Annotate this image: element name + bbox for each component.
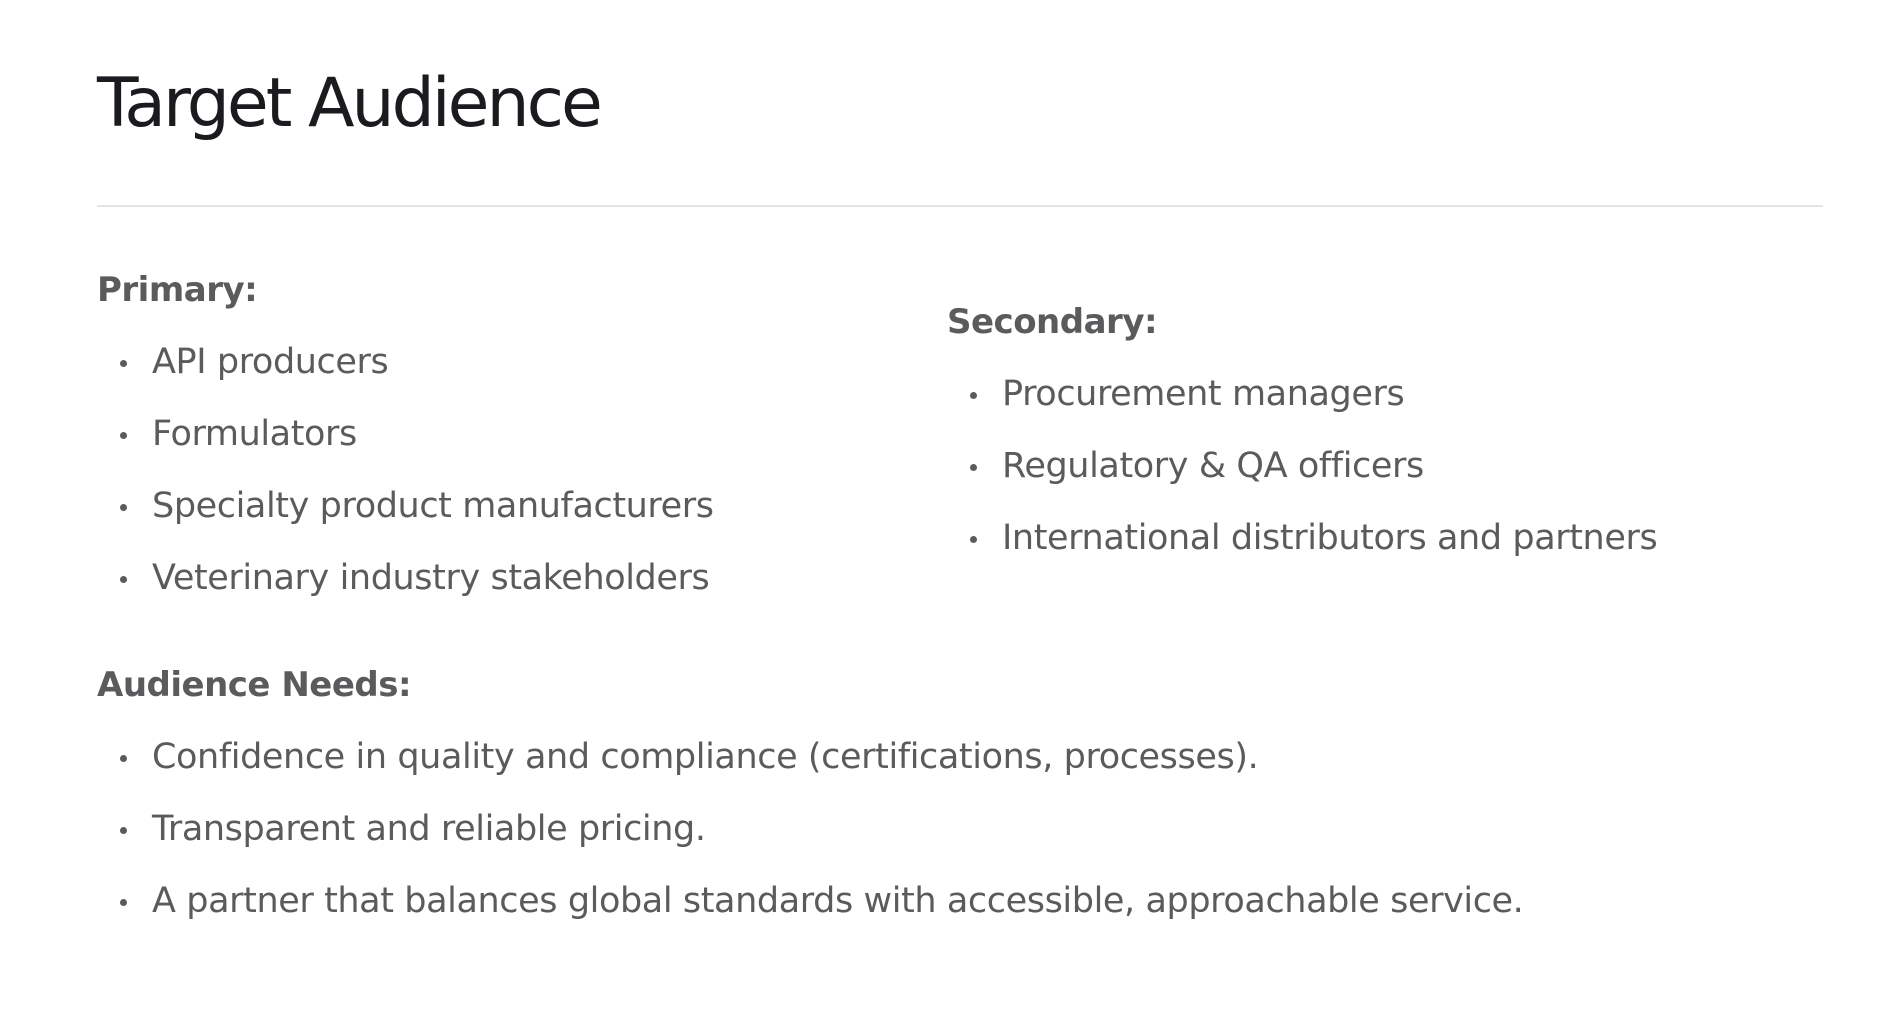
list-item-text: Procurement managers [1002,374,1405,414]
list-item-text: Regulatory & QA officers [1002,446,1424,486]
list-item [947,358,1657,430]
title-divider [97,205,1823,207]
bullet-icon [120,899,127,906]
bullet-icon [970,392,977,399]
bullet-icon [120,827,127,834]
list-item-text: International distributors and partners [1002,518,1658,558]
bullet-icon [120,432,127,439]
bullet-icon [120,360,127,367]
bullet-icon [120,504,127,511]
list-item-text: Specialty product manufacturers [152,486,714,526]
bullet-icon [970,536,977,543]
secondary-list [947,358,1657,574]
primary-list [97,326,714,614]
list-item-text: Veterinary industry stakeholders [152,558,710,598]
secondary-heading: Secondary: [947,302,1158,342]
list-item-text: A partner that balances global standards with accessible, approachable service. [152,881,1524,921]
list-item [97,326,714,398]
list-item [97,470,714,542]
bullet-icon [120,576,127,583]
list-item-text: API producers [152,342,389,382]
primary-heading: Primary: [97,270,258,310]
audience-needs-section [97,665,1523,937]
list-item [947,502,1657,574]
list-item-text: Confidence in quality and compliance (certifications, processes). [152,737,1259,777]
primary-audience-section [97,270,714,614]
audience-needs-heading: Audience Needs: [97,665,412,705]
list-item [97,398,714,470]
bullet-icon [970,464,977,471]
list-item [97,542,714,614]
list-item-text: Formulators [152,414,357,454]
list-item-text: Transparent and reliable pricing. [152,809,706,849]
bullet-icon [120,755,127,762]
list-item [947,430,1657,502]
page-title: Target Audience [97,64,600,143]
secondary-audience-section [947,302,1657,574]
list-item [97,721,1523,793]
list-item [97,865,1523,937]
list-item [97,793,1523,865]
audience-needs-list [97,721,1523,937]
